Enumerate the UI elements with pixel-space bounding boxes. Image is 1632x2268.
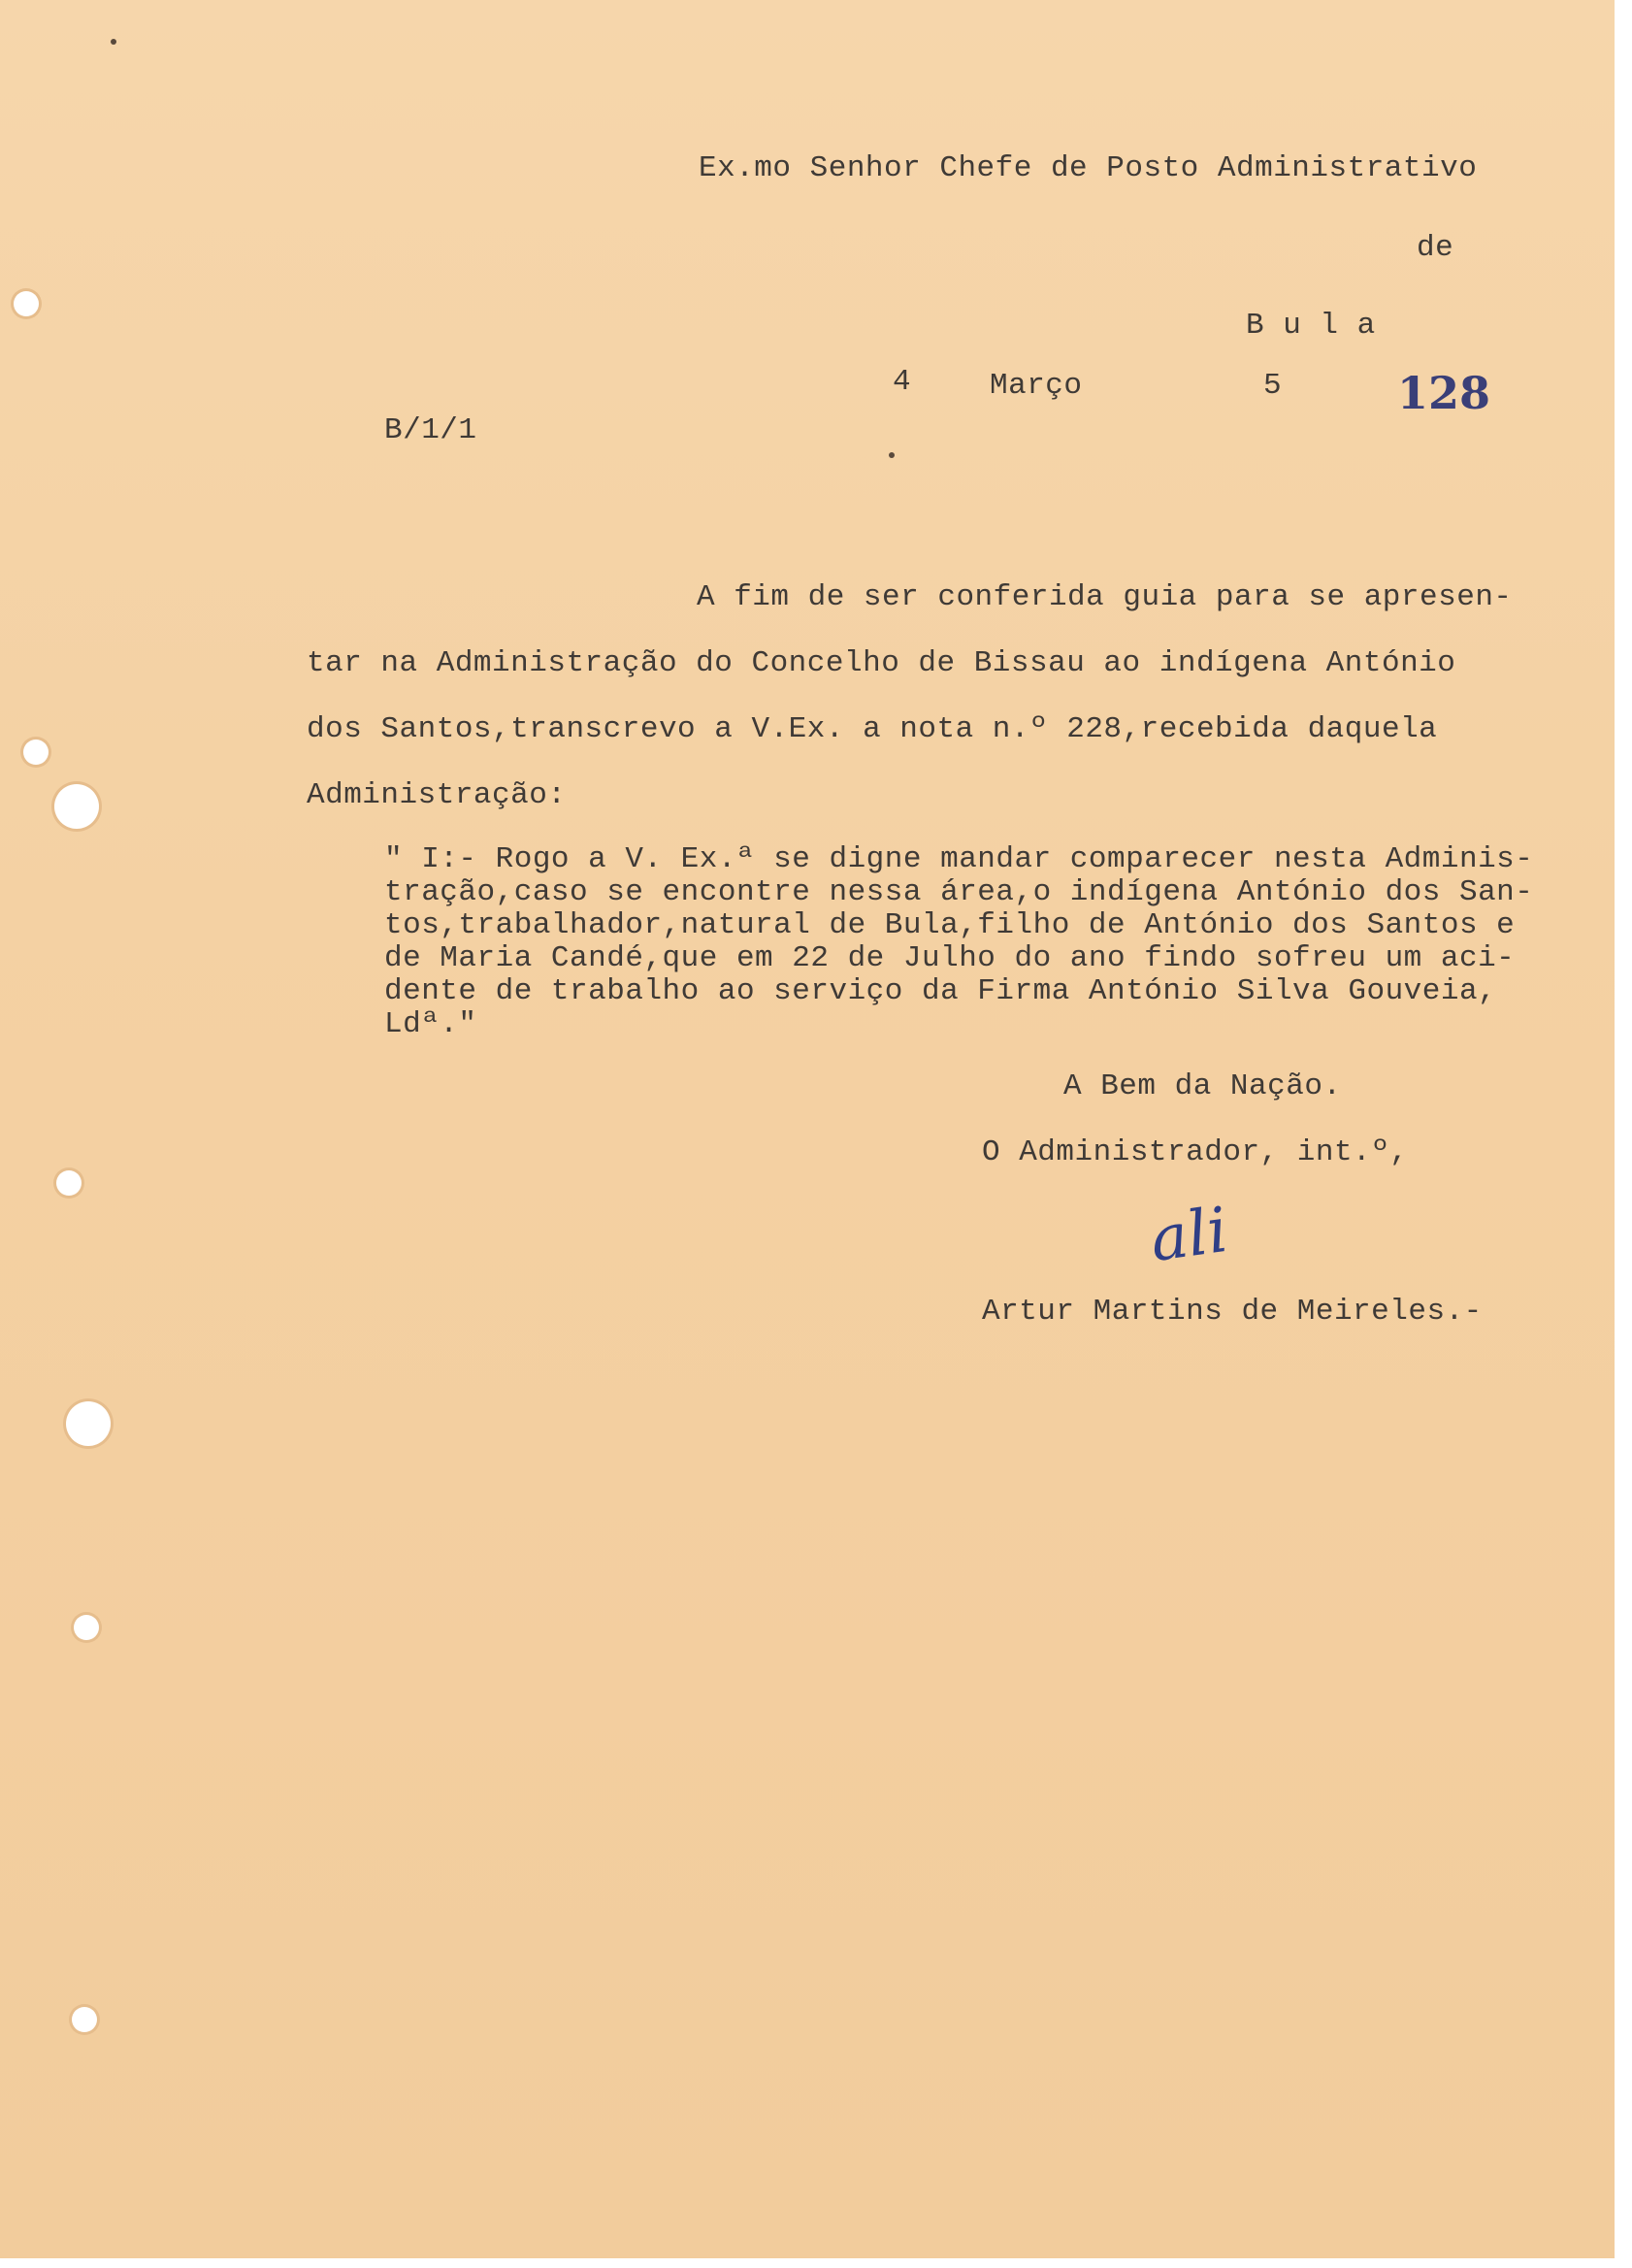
- punch-hole: [23, 740, 49, 765]
- body-line: dos Santos,transcrevo a V.Ex. a nota n.º 228,recebida daquela: [307, 712, 1438, 746]
- quote-line: tração,caso se encontre nessa área,o indígena António dos San-: [384, 875, 1534, 909]
- scan-edge-right: [1615, 0, 1632, 2268]
- closing-salutation: A Bem da Nação.: [1063, 1069, 1342, 1103]
- punch-hole: [54, 784, 99, 829]
- body-line: Administração:: [307, 778, 567, 812]
- handwritten-signature: ali: [1146, 1194, 1232, 1277]
- scan-edge-bottom: [0, 2258, 1632, 2268]
- signatory-name: Artur Martins de Meireles.-: [982, 1295, 1483, 1329]
- addressee-line-2: de: [1417, 231, 1454, 265]
- quote-line: dente de trabalho ao serviço da Firma António Silva Gouveia,: [384, 974, 1497, 1008]
- date-year-handwritten: 128: [1397, 367, 1491, 419]
- ink-speck: [889, 452, 895, 458]
- body-line: tar na Administração do Concelho de Bissau ao indígena António: [307, 646, 1456, 680]
- signatory-title: O Administrador, int.º,: [982, 1135, 1409, 1169]
- date-year-typed: 5: [1263, 369, 1283, 403]
- ink-speck: [111, 39, 116, 45]
- punch-hole: [66, 1401, 111, 1446]
- quote-line: tos,trabalhador,natural de Bula,filho de António dos Santos e: [384, 908, 1516, 942]
- quote-line: de Maria Candé,que em 22 de Julho do ano findo sofreu um aci-: [384, 941, 1516, 975]
- addressee-line-3: B u l a: [1246, 309, 1376, 343]
- addressee-line-1: Ex.mo Senhor Chefe de Posto Administrativo: [699, 151, 1478, 185]
- body-line: A fim de ser conferida guia para se apresen-: [697, 580, 1513, 614]
- date-day: 4: [893, 365, 912, 399]
- quote-line: " I:- Rogo a V. Ex.ª se digne mandar comparecer nesta Adminis-: [384, 842, 1534, 876]
- quote-line: Ldª.": [384, 1007, 477, 1041]
- punch-hole: [56, 1170, 82, 1196]
- date-month: Março: [990, 369, 1083, 403]
- punch-hole: [14, 291, 39, 316]
- punch-hole: [74, 1615, 99, 1640]
- punch-hole: [72, 2007, 97, 2032]
- reference-code: B/1/1: [384, 413, 477, 447]
